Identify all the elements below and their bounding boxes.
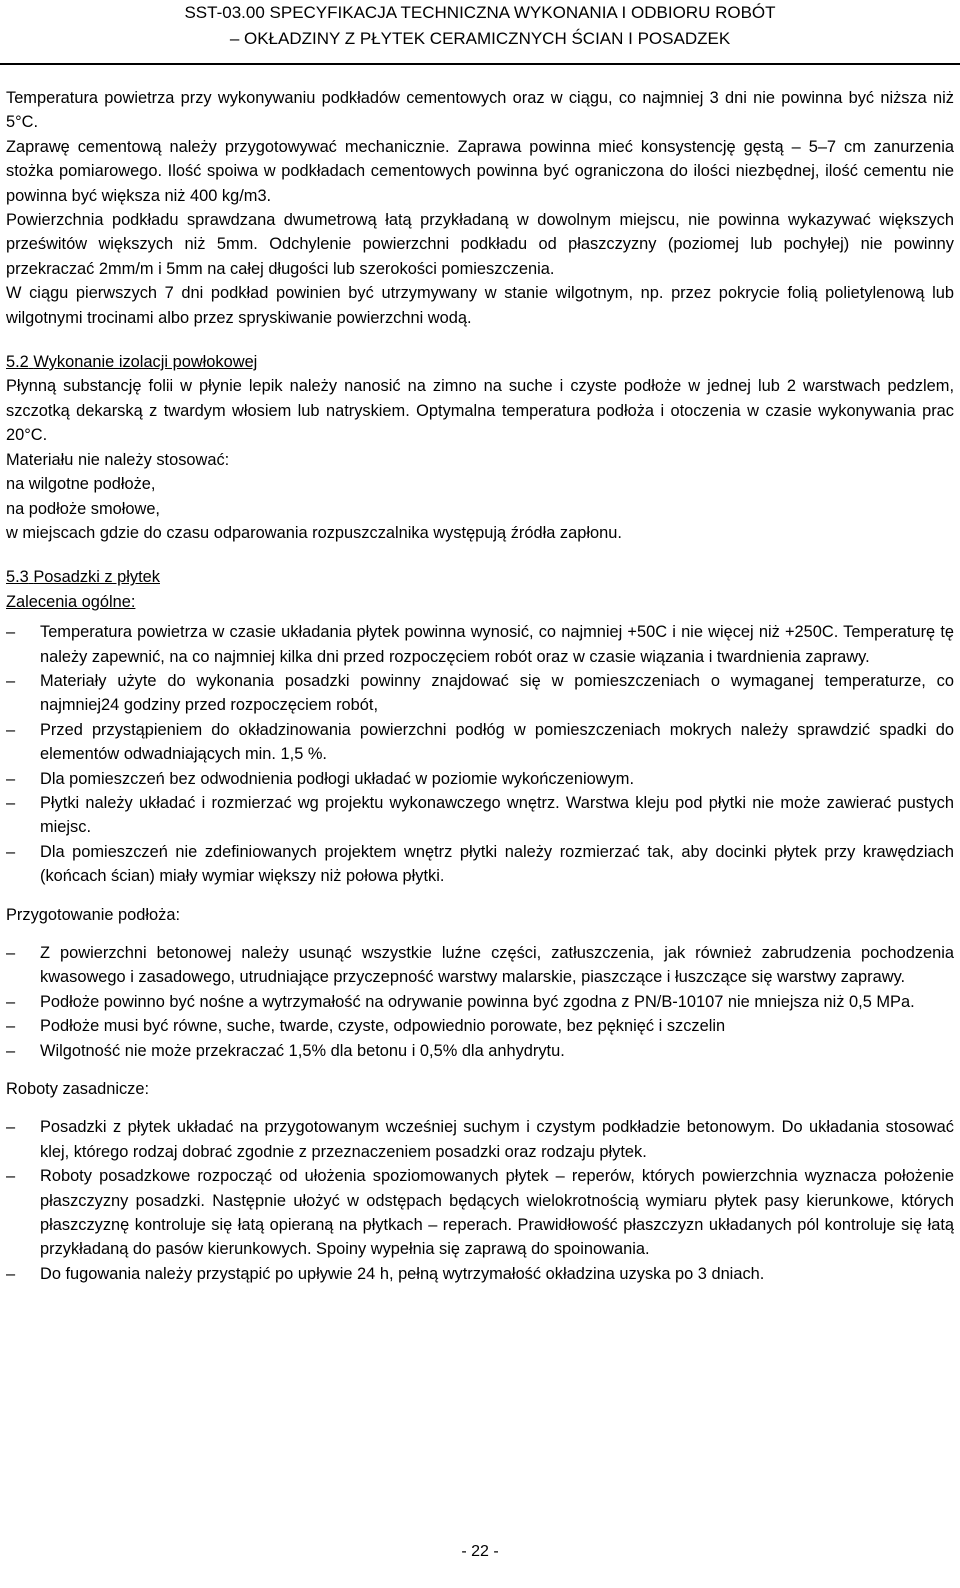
prep-label: Przygotowanie podłoża: (6, 905, 181, 924)
intro-paragraph: Zaprawę cementową należy przygotowywać mechanicznie. Zaprawa powinna mieć konsystencję gęstą – 5–7 cm zanurzenia stożka pomiarowego. Ilość spoiwa w podkładach cementowych powinna być ograniczona do ilości niezbędnej, ilość cementu nie powinna być większa niż 400 kg/m3. (6, 137, 954, 205)
list-item: – Z powierzchni betonowej należy usunąć wszystkie luźne części, zatłuszczenia, jak również zabrudzenia pochodzenia kwasowego i zasadowego, utrudniające przyczepność warstwy malarskie, piaszczące i łuszczące się warstwy zaprawy. (6, 941, 954, 990)
list-item: – Podłoże musi być równe, suche, twarde, czyste, odpowiednio porowate, bez pęknięć i szczelin (6, 1014, 954, 1038)
page-number: - 22 - (461, 1543, 499, 1560)
list-item: – Podłoże powinno być nośne a wytrzymałość na odrywanie powinna być zgodna z PN/B-10107 nie mniejsza niż 0,5 MPa. (6, 990, 954, 1014)
list-item: – Wilgotność nie może przekraczać 1,5% dla betonu i 0,5% dla anhydrytu. (6, 1039, 954, 1063)
main-works-list (6, 1115, 954, 1286)
dash-marker: – (6, 769, 16, 788)
dash-marker: – (6, 671, 16, 690)
header-rule (0, 63, 960, 65)
dash-marker: – (6, 793, 16, 812)
document-body (6, 86, 954, 1286)
dash-marker: – (6, 720, 16, 739)
section-paragraph: Płynną substancję folii w płynie lepik należy nanosić na zimno na suche i czyste podłoże w jednej lub 2 warstwach pedzlem, szczotką dekarską z twardym włosiem lub natryskiem. Optymalna temperatura podłoża i otoczenia w czasie wykonywania prac 20°C. (6, 377, 954, 445)
general-label: Zalecenia ogólne: (6, 592, 136, 611)
dash-marker: – (6, 1264, 16, 1283)
running-header (0, 0, 960, 52)
list-item: – Przed przystąpieniem do okładzinowania powierzchni podłóg w pomieszczeniach mokrych należy sprawdzić spadki do elementów odwadniających min. 1,5 %. (6, 718, 954, 767)
section-line: na wilgotne podłoże, (6, 475, 156, 494)
dash-marker: – (6, 842, 16, 861)
intro-paragraph: Powierzchnia podkładu sprawdzana dwumetrową łatą przykładaną w dowolnym miejscu, nie powinna wykazywać większych prześwitów większych niż 5mm. Odchylenie powierzchni podkładu od płaszczyzny (poziomej lub pochyłej) nie powinny przekraczać 2mm/m i 5mm na całej długości lub szerokości pomieszczenia. (6, 211, 954, 278)
section-title: Posadzki z płytek (33, 568, 160, 587)
intro-paragraph: W ciągu pierwszych 7 dni podkład powinien być utrzymywany w stanie wilgotnym, np. przez pokrycie folią polietylenową lub wilgotnymi trocinami albo przez spryskiwanie powierzchni wodą. (6, 284, 954, 327)
dash-marker: – (6, 1017, 16, 1036)
header-line-2: – OKŁADZINY Z PŁYTEK CERAMICZNYCH ŚCIAN I POSADZEK (229, 29, 731, 48)
section-heading-5-3 (6, 565, 954, 589)
dash-marker: – (6, 623, 16, 642)
list-item: – Dla pomieszczeń nie zdefiniowanych projektem wnętrz płytki należy rozmierzać tak, aby docinki płytek przy krawędziach (końcach ścian) miały wymiar większy niż połowa płytki. (6, 840, 954, 889)
intro-paragraph: Temperatura powietrza przy wykonywaniu podkładów cementowych oraz w ciągu, co najmniej 3 dni nie powinna być niższa niż 5°C. (6, 89, 954, 132)
section-number: 5.3 (6, 568, 29, 587)
list-item: – Dla pomieszczeń bez odwodnienia podłogi układać w poziomie wykończeniowym. (6, 767, 954, 791)
section-heading-5-2 (6, 350, 954, 374)
dash-marker: – (6, 992, 16, 1011)
subsection-label (6, 590, 954, 614)
main-works-label: Roboty zasadnicze: (6, 1080, 150, 1099)
list-item: – Posadzki z płytek układać na przygotowanym wcześniej suchym i czystym podkładzie betonowym. Do układania stosować klej, którego rodzaj dobrać zgodnie z przeznaczeniem posadzki oraz rodzaju płytek. (6, 1115, 954, 1164)
dash-marker: – (6, 1167, 16, 1186)
section-line: na podłoże smołowe, (6, 499, 160, 518)
list-item: – Płytki należy układać i rozmierzać wg projektu wykonawczego wnętrz. Warstwa kleju pod płytki nie może zawierać pustych miejsc. (6, 791, 954, 840)
section-title: Wykonanie izolacji powłokowej (33, 353, 258, 372)
dash-marker: – (6, 1041, 16, 1060)
list-item: – Materiały użyte do wykonania posadzki powinny znajdować się w pomieszczeniach o wymaganej temperaturze, co najmniej24 godziny przed rozpoczęciem robót, (6, 669, 954, 718)
section-line: Materiału nie należy stosować: (6, 450, 230, 469)
list-item: – Temperatura powietrza w czasie układania płytek powinna wynosić, co najmniej +50C i nie więcej niż +250C. Temperaturę tę należy zapewnić, na co najmniej kilka dni przed rozpoczęciem robót oraz w czasie wiązania i twardnienia zaprawy. (6, 620, 954, 669)
section-number: 5.2 (6, 353, 29, 372)
section-line: w miejscach gdzie do czasu odparowania rozpuszczalnika występują źródła zapłonu. (6, 523, 622, 542)
dash-marker: – (6, 944, 16, 962)
list-item: – Roboty posadzkowe rozpocząć od ułożenia spoziomowanych płytek – reperów, których powierzchnia wyznacza położenie płaszczyzny posadzki. Następnie ułożyć w odstępach będących wielokrotnością wymiaru płytek pasy kierunkowe, których płaszczyznę kontroluje się łatą opieraną na płytkach – reperach. Prawidłowość płaszczyzn układanych pól kontroluje się łatą przykładaną do pasów kierunkowych. Spoiny wypełnia się zaprawą do spoinowania. (6, 1164, 954, 1262)
header-line-1: SST-03.00 SPECYFIKACJA TECHNICZNA WYKONANIA I ODBIORU ROBÓT (184, 3, 776, 22)
general-list (6, 620, 954, 888)
prep-list (6, 941, 954, 1063)
list-item: – Do fugowania należy przystąpić po upływie 24 h, pełną wytrzymałość okładzina uzyska po 3 dniach. (6, 1262, 954, 1286)
dash-marker: – (6, 1118, 16, 1137)
